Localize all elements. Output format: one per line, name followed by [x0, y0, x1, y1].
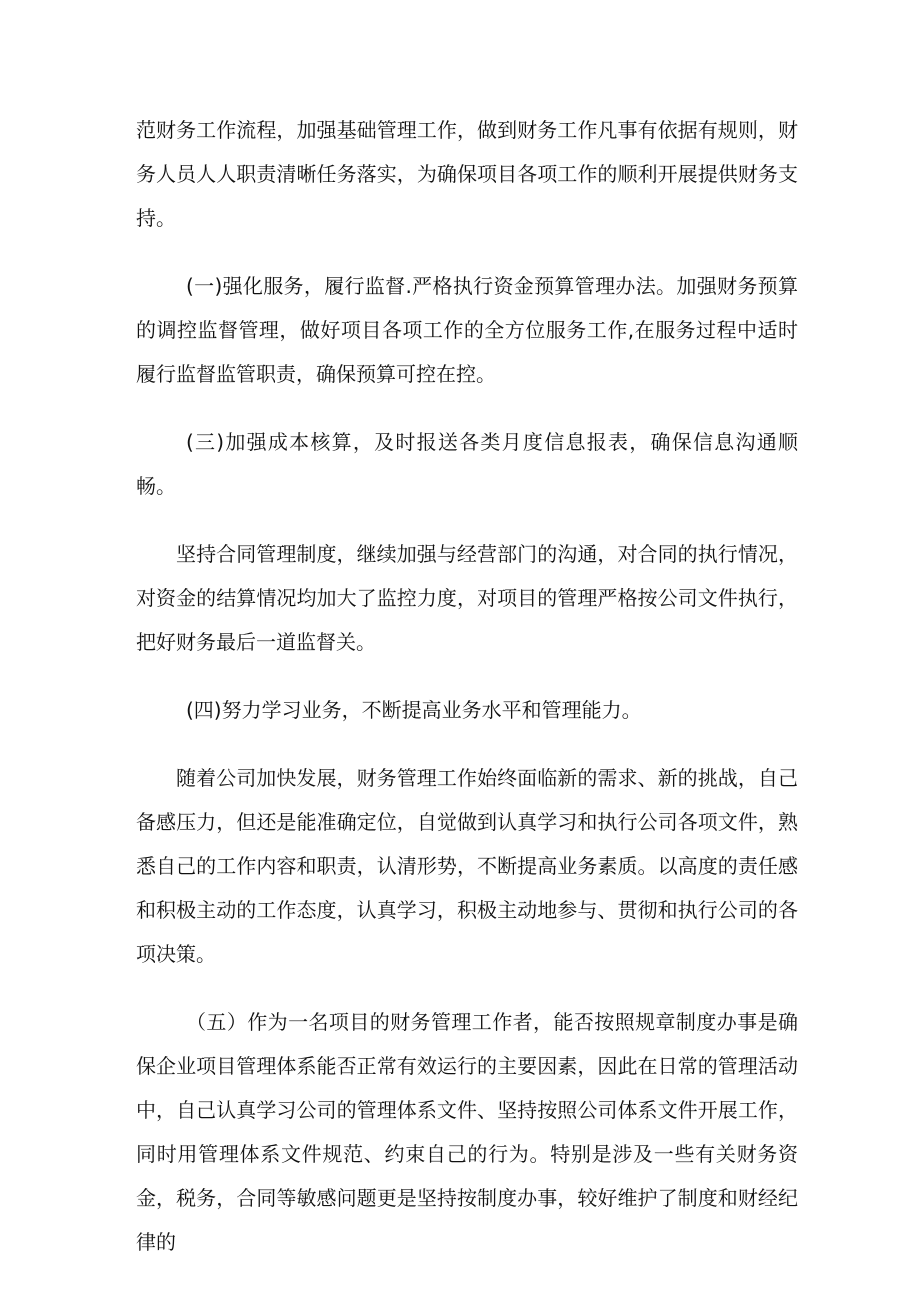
- paragraph-continuation: 范财务工作流程，加强基础管理工作，做到财务工作凡事有依据有规则，财务人员人人职责清晰任务落实，为确保项目各项工作的顺利开展提供财务支持。: [136, 118, 798, 230]
- document-body: [136, 108, 798, 1288]
- paragraph-section-5: （五）作为一名项目的财务管理工作者，能否按照规章制度办事是确保企业项目管理体系能否正常有效运行的主要因素，因此在日常的管理活动中，自己认真学习公司的管理体系文件、坚持按照公司体系文件开展工作，同时用管理体系文件规范、约束自己的行为。特别是涉及一些有关财务资金，税务，合同等敏感问题更是坚持按制度办事，较好维护了制度和财经纪律的: [136, 1010, 798, 1254]
- paragraph-contract-management: 坚持合同管理制度，继续加强与经营部门的沟通，对合同的执行情况，对资金的结算情况均加大了监控力度，对项目的管理严格按公司文件执行，把好财务最后一道监督关。: [136, 542, 798, 654]
- paragraph-section-1: (一)强化服务，履行监督.严格执行资金预算管理办法。加强财务预算的调控监督管理，做好项目各项工作的全方位服务工作,在服务过程中适时履行监督监管职责，确保预算可控在控。: [136, 274, 798, 386]
- paragraph-company-development: 随着公司加快发展，财务管理工作始终面临新的需求、新的挑战，自己备感压力，但还是能准确定位，自觉做到认真学习和执行公司各项文件，熟悉自己的工作内容和职责，认清形势，不断提高业务素质。以高度的责任感和积极主动的工作态度，认真学习，积极主动地参与、贯彻和执行公司的各项决策。: [136, 766, 798, 966]
- paragraph-section-4: (四)努力学习业务，不断提高业务水平和管理能力。: [186, 698, 642, 722]
- paragraph-section-3: (三)加强成本核算，及时报送各类月度信息报表，确保信息沟通顺畅。: [136, 430, 798, 498]
